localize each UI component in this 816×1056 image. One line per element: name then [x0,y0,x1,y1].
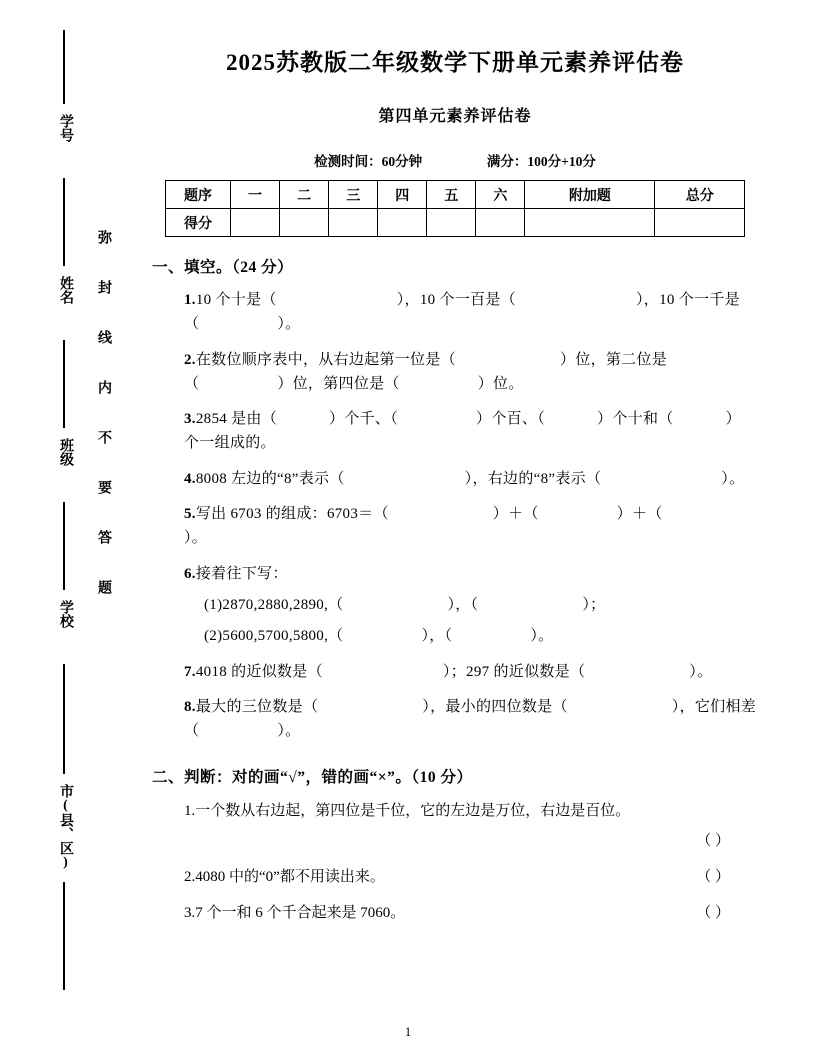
question-text: 接着往下写： [195,565,288,582]
question-number: 7. [184,663,196,680]
page-subtitle: 第四单元素养评估卷 [378,108,532,125]
exam-content [150,34,760,925]
question-1-4 [184,467,760,491]
seal-label-xuexiao: 学校 [58,600,73,628]
score-cell[interactable] [476,209,525,237]
question-text: ）个百、（ [476,411,546,428]
score-cell[interactable] [427,209,476,237]
question-text: 2854 是由（ [195,411,278,428]
question-number: 2. [184,351,196,368]
question-number: 8. [184,698,196,715]
table-row [166,209,745,237]
question-text: 7 个一和 6 个千合起来是 7060。 [195,905,406,922]
question-text: ），（ [447,596,479,613]
question-text: ）。 [689,663,713,680]
question-number: 1. [184,803,196,820]
question-2-3 [184,901,760,925]
question-number: 5. [184,506,196,523]
seal-dash [63,664,65,774]
score-table-header-cell: 题序 [166,181,231,209]
question-text: ），（ [421,628,453,645]
question-text: ）＋（ [616,506,663,523]
seal-dash [63,502,65,590]
question-text: 10 个十是（ [195,292,277,308]
question-text: （ [184,316,200,333]
question-text: ）个千、（ [329,411,399,428]
seal-dash [63,340,65,428]
answer-paren[interactable]: （ ） [696,869,730,886]
question-text: ）个十和（ [597,411,674,428]
question-1-5 [184,502,760,551]
answer-paren[interactable]: （ ） [696,833,730,850]
seal-word-mi: 弥 [96,230,111,244]
question-text: ）。 [530,628,554,645]
question-text: ）位。 [477,375,524,392]
seal-word-bu: 不 [96,430,111,444]
question-text: ）； [582,596,606,613]
question-text: ）。 [721,470,745,487]
question-2-2 [184,865,760,889]
seal-word-da: 答 [96,530,111,544]
question-text: ）位，第二位是 [559,351,668,368]
seal-label-banji: 班级 [58,438,73,466]
score-table-header-cell: 一 [231,181,280,209]
score-cell[interactable] [525,209,655,237]
score-table-header-cell: 总分 [655,181,745,209]
question-text: ）。 [184,530,208,547]
question-text: （ [184,723,200,740]
question-text: ），最小的四位数是（ [422,698,568,715]
score-table-header-cell: 六 [476,181,525,209]
table-row [166,181,745,209]
question-1-1 [184,288,760,337]
question-1-6-sub-1 [204,593,760,617]
question-text: ）＋（ [492,506,539,523]
question-number: 6. [184,565,196,582]
seal-word-yao: 要 [96,480,111,494]
question-text: ），右边的“8”表示（ [464,470,602,487]
question-number: 2. [184,869,196,886]
score-table-header-cell: 四 [378,181,427,209]
score-table-header-cell: 附加题 [525,181,655,209]
question-text: 4080 中的“0”都不用读出来。 [195,869,385,886]
seal-dash [63,178,65,266]
question-continuation [184,372,760,396]
exam-score-label: 满分：100分+10分 [486,154,596,169]
question-text: ） [725,411,741,428]
question-1-8 [184,695,760,744]
question-text: 最大的三位数是（ [195,698,319,715]
score-cell[interactable] [280,209,329,237]
seal-dash [63,30,65,104]
seal-inner-column [90,30,116,990]
seal-word-xian: 线 [96,330,111,344]
seal-label-xingming: 姓名 [58,276,73,304]
question-continuation [184,719,760,743]
score-table-header-cell: 五 [427,181,476,209]
seal-word-nei: 内 [96,380,111,394]
question-1-3 [184,407,760,456]
seal-word-ti: 题 [96,580,111,594]
question-number: 3. [184,411,196,428]
score-table-score-label: 得分 [166,209,231,237]
question-1-6 [184,562,760,586]
seal-label-shixianqu: 市(县、区) [58,784,73,870]
question-text: 8008 左边的“8”表示（ [195,470,345,487]
question-number: 4. [184,470,196,487]
question-text: ）位，第四位是（ [277,375,400,392]
score-cell[interactable] [231,209,280,237]
seal-outer-column [52,30,78,990]
question-text: (2)5600,5700,5800,（ [204,628,344,645]
score-table-header-cell: 二 [280,181,329,209]
score-table-header-cell: 三 [329,181,378,209]
question-1-2 [184,348,760,397]
question-continuation: 个一组成的。 [184,435,276,452]
question-text: 写出 6703 的组成：6703＝（ [195,506,389,523]
question-number: 1. [184,292,196,308]
question-1-7 [184,660,760,684]
seal-dash [63,882,65,990]
score-cell[interactable] [329,209,378,237]
answer-paren[interactable]: （ ） [696,905,730,922]
question-number: 3. [184,905,196,922]
exam-meta [150,150,760,170]
seal-label-xuehao: 学号 [58,114,73,142]
seal-strip [48,30,128,990]
question-text: ）；297 的近似数是（ [442,663,586,680]
question-text: ），10 个一百是（ [396,292,516,308]
score-table [165,180,745,237]
page-number: 1 [404,1024,412,1039]
section-heading-judgement: 二、判断：对的画“√”，错的画“×”。（10 分） [152,769,473,787]
question-text: ）。 [277,723,301,740]
question-text: （ [184,375,200,392]
question-text: ），10 个一千是 [635,292,740,308]
seal-word-feng: 封 [96,280,111,294]
exam-time-label: 检测时间：60分钟 [314,154,423,169]
question-1-6-sub-2 [204,624,760,648]
question-2-1 [184,799,760,853]
question-continuation [184,312,760,336]
question-text: 一个数从右边起，第四位是千位，它的左边是万位，右边是百位。 [195,803,631,820]
question-text: ），它们相差 [671,698,757,715]
score-cell[interactable] [655,209,745,237]
question-text: (1)2870,2880,2890,（ [204,596,344,613]
question-text: 在数位顺序表中，从右边起第一位是（ [195,351,456,368]
score-cell[interactable] [378,209,427,237]
question-text: 4018 的近似数是（ [195,663,323,680]
section-heading-fill-blank: 一、填空。（24 分） [152,259,294,276]
question-text: ）。 [277,316,301,333]
page-title: 2025苏教版二年级数学下册单元素养评估卷 [226,50,684,75]
